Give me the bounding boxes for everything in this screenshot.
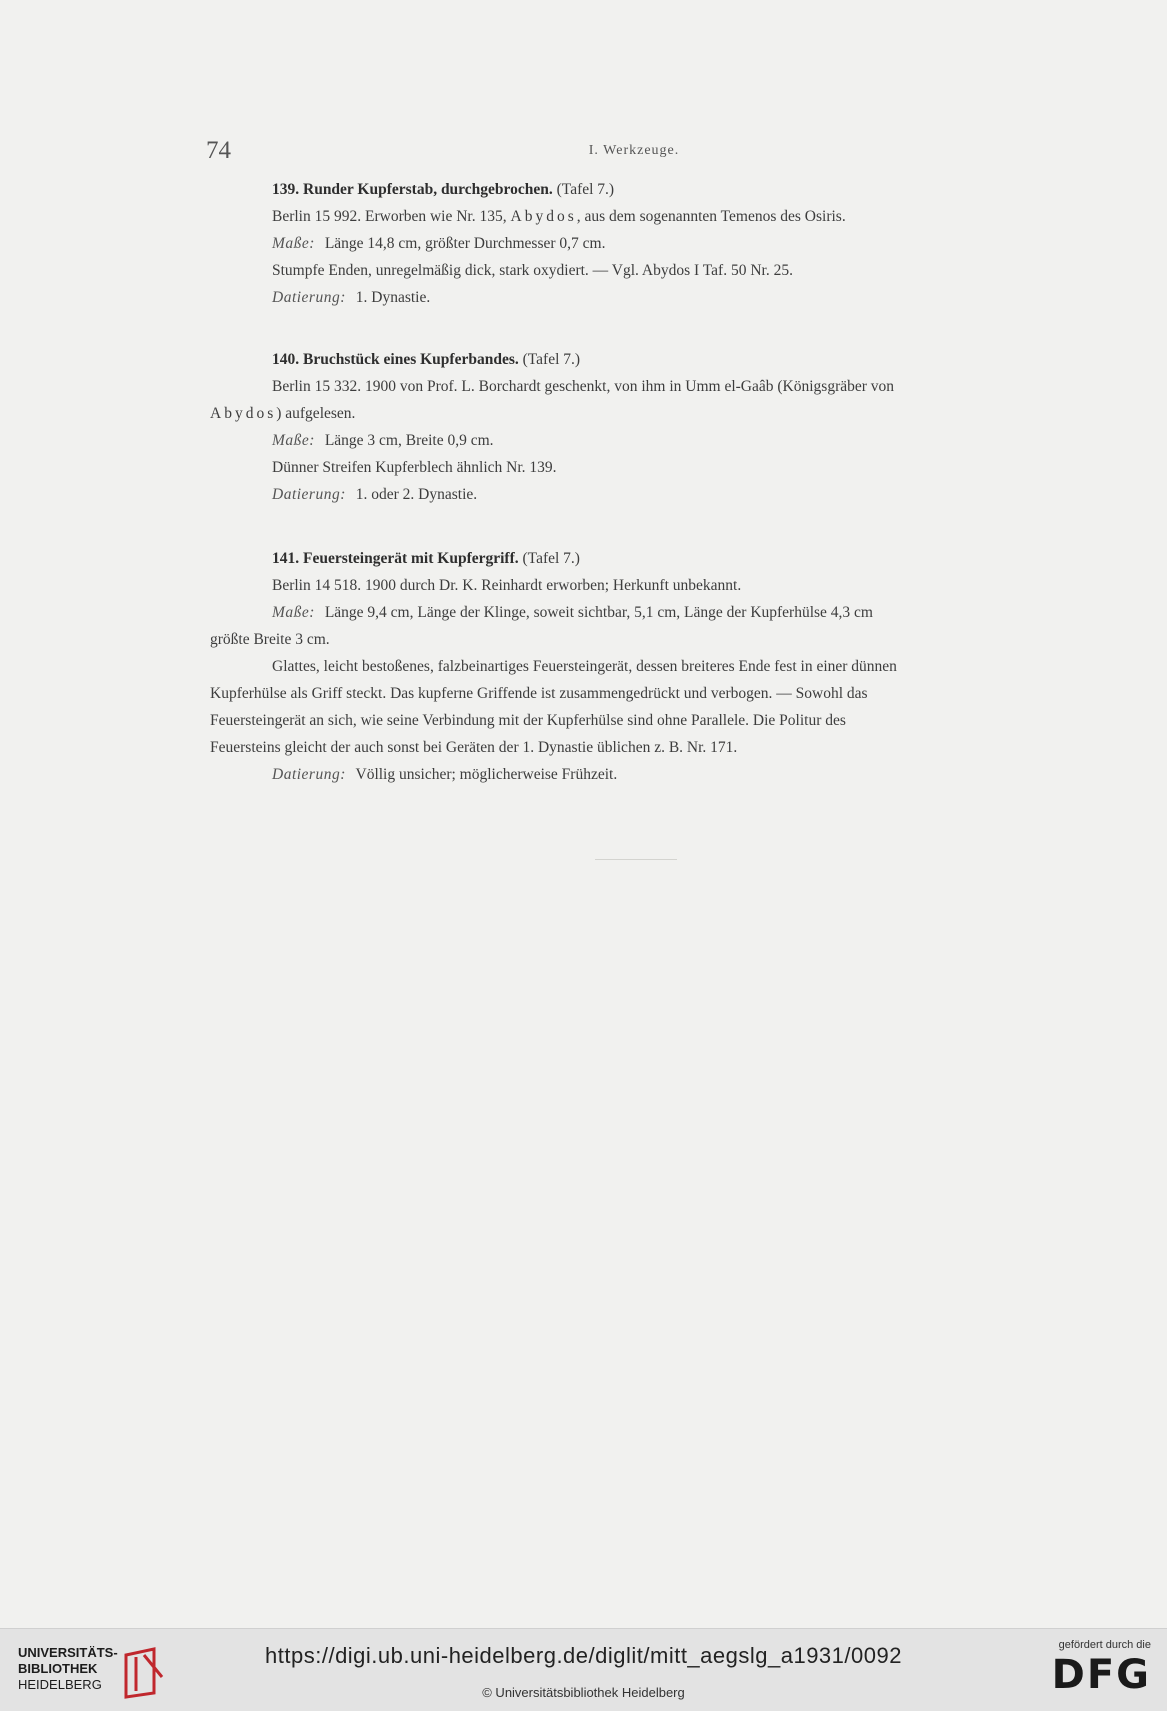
- entry-number: 140.: [272, 351, 300, 368]
- dating-text: Völlig unsicher; möglicherweise Frühzeit.: [355, 766, 618, 783]
- entry-title: Runder Kupferstab, durchgebrochen.: [303, 181, 553, 198]
- site-name: Abydos: [510, 208, 577, 225]
- entry-141: [210, 545, 1062, 788]
- description-line: Feuersteingerät an sich, wie seine Verbindung mit der Kupferhülse sind ohne Parallele. Die Politur des: [210, 712, 846, 729]
- provenance-line: [210, 203, 1062, 230]
- entry-heading: [210, 545, 1062, 572]
- provenance-text-end: ) aufgelesen.: [276, 405, 356, 422]
- library-name-line2: BIBLIOTHEK: [18, 1661, 98, 1676]
- library-name-line3: HEIDELBERG: [18, 1677, 102, 1692]
- description-line: Stumpfe Enden, unregelmäßig dick, stark oxydiert. — Vgl. Abydos I Taf. 50 Nr. 25.: [272, 262, 793, 279]
- measurements-label: Maße:: [272, 432, 315, 449]
- permalink-url[interactable]: https://digi.ub.uni-heidelberg.de/diglit/mitt_aegslg_a1931/0092: [265, 1643, 902, 1668]
- measurements-line: [210, 230, 1062, 257]
- funder-name: DFG: [1051, 1652, 1151, 1698]
- copyright-notice: © Universitätsbibliothek Heidelberg: [482, 1685, 685, 1700]
- entry-number: 139.: [272, 181, 300, 198]
- provenance-line: Berlin 15 332. 1900 von Prof. L. Borchardt geschenkt, von ihm in Umm el-Gaâb (Königsgräber von: [272, 378, 895, 395]
- description-line: Feuersteins gleicht der auch sonst bei Geräten der 1. Dynastie üblichen z. B. Nr. 171.: [210, 739, 738, 756]
- end-rule: [595, 859, 677, 860]
- measurements-label: Maße:: [272, 604, 315, 621]
- page-number: 74: [206, 137, 231, 164]
- site-name: Abydos: [210, 405, 277, 422]
- plate-reference: (Tafel 7.): [556, 181, 615, 198]
- entry-title: Feuersteingerät mit Kupfergriff.: [303, 550, 519, 567]
- measurements-text: Länge 14,8 cm, größter Durchmesser 0,7 cm.: [324, 235, 606, 252]
- library-name-line1: UNIVERSITÄTS-: [18, 1645, 118, 1660]
- description-line: Glattes, leicht bestoßenes, falzbeinartiges Feuersteingerät, dessen breiteres Ende fest in einer dünnen: [272, 658, 897, 675]
- dating-label: Datierung:: [272, 289, 346, 306]
- dating-line: [210, 284, 1062, 311]
- description-line: Dünner Streifen Kupferblech ähnlich Nr. 139.: [272, 459, 557, 476]
- measurements-label: Maße:: [272, 235, 315, 252]
- funder-caption: gefördert durch die: [1058, 1639, 1151, 1651]
- dating-label: Datierung:: [272, 766, 346, 783]
- provenance-text-end: , aus dem sogenannten Temenos des Osiris.: [576, 208, 846, 225]
- entry-140: [210, 346, 1062, 508]
- provenance-line: Berlin 14 518. 1900 durch Dr. K. Reinhardt erworben; Herkunft unbekannt.: [272, 577, 742, 594]
- provenance-line-cont: [210, 400, 1062, 427]
- running-head: [206, 137, 1062, 167]
- measurements-line-cont: größte Breite 3 cm.: [210, 631, 330, 648]
- provenance-text: Berlin 15 992. Erworben wie Nr. 135,: [272, 208, 507, 225]
- entry-number: 141.: [272, 550, 300, 567]
- entry-heading: [210, 176, 1062, 203]
- measurements-line: [210, 599, 1062, 626]
- plate-reference: (Tafel 7.): [522, 351, 581, 368]
- entry-heading: [210, 346, 1062, 373]
- dating-text: 1. Dynastie.: [355, 289, 431, 306]
- dating-text: 1. oder 2. Dynastie.: [355, 486, 478, 503]
- measurements-text: Länge 3 cm, Breite 0,9 cm.: [324, 432, 494, 449]
- measurements-line: [210, 427, 1062, 454]
- viewer-footer: [0, 1628, 1167, 1711]
- dating-line: [210, 761, 1062, 788]
- section-title: I. Werkzeuge.: [588, 143, 680, 158]
- dating-label: Datierung:: [272, 486, 346, 503]
- dating-line: [210, 481, 1062, 508]
- funder-logo[interactable]: [1033, 1639, 1151, 1705]
- entry-139: [210, 176, 1062, 311]
- measurements-text: Länge 9,4 cm, Länge der Klinge, soweit sichtbar, 5,1 cm, Länge der Kupferhülse 4,3 cm: [324, 604, 873, 621]
- description-line: Kupferhülse als Griff steckt. Das kupferne Griffende ist zusammengedrückt und verbogen. — Sowohl das: [210, 685, 868, 702]
- plate-reference: (Tafel 7.): [522, 550, 580, 567]
- entry-title: Bruchstück eines Kupferbandes.: [303, 351, 519, 368]
